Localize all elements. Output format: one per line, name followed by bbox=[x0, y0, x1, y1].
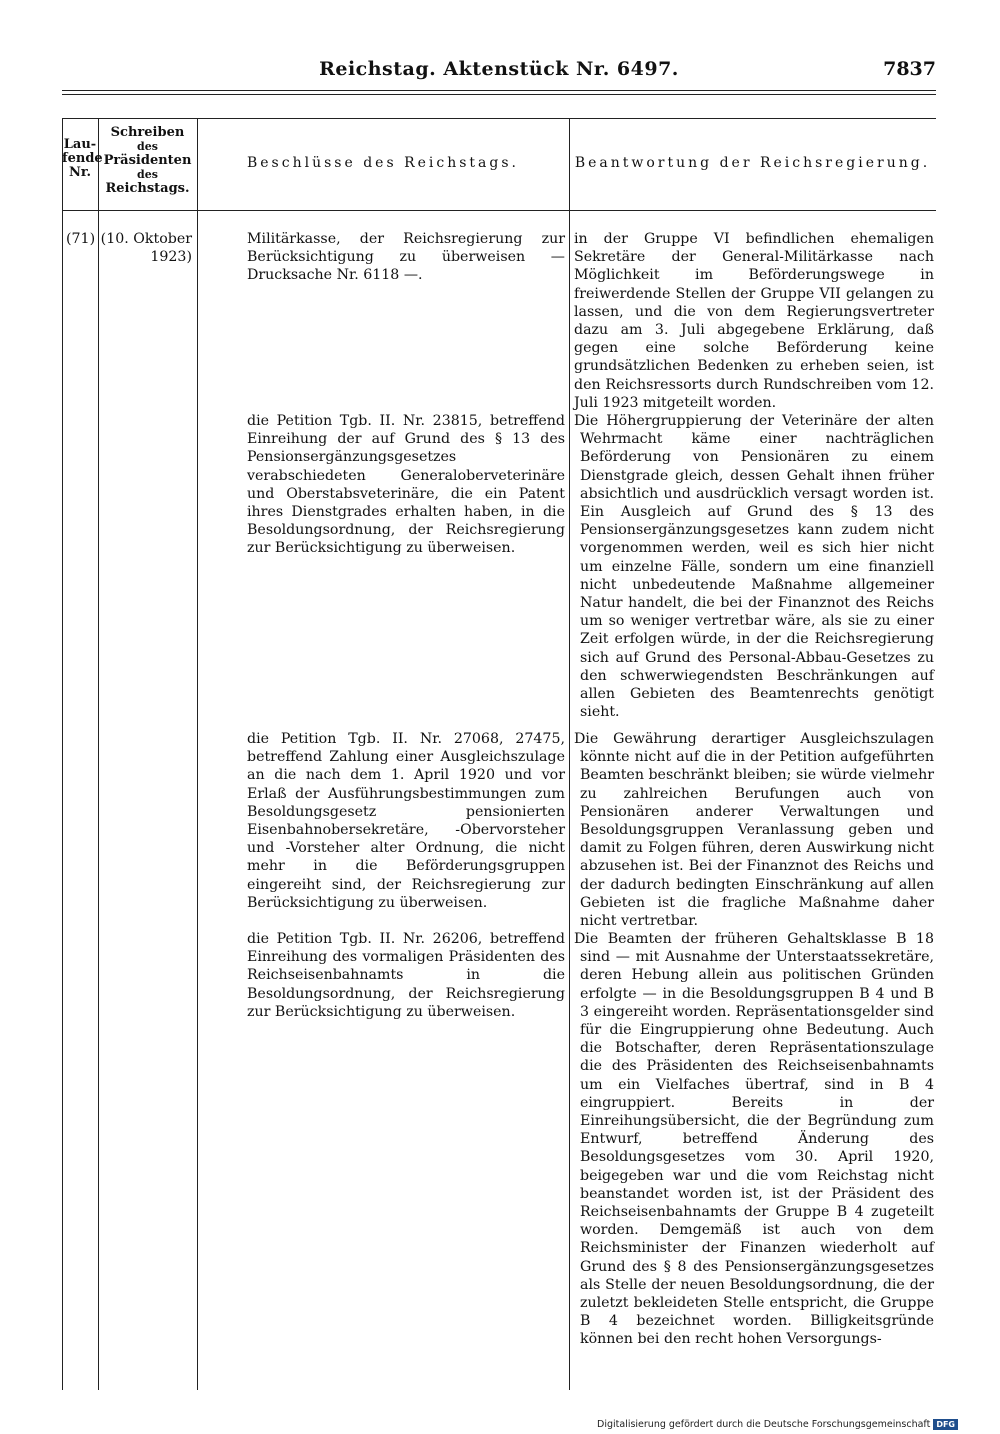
table-header-rule bbox=[62, 210, 936, 211]
header-line: Reichstags. bbox=[105, 181, 190, 196]
header-title: Reichstag. Aktenstück Nr. 6497. bbox=[319, 58, 679, 80]
column-line bbox=[197, 118, 198, 1390]
resolution-text: die Petition Tgb. II. Nr. 26206, betreffend Einreihung des vormaligen Präsidenten des Reichseisenbahnamts in die Besoldungsordnung, der Reichsregierung zur Berücksichtigung zu überweisen. bbox=[247, 931, 565, 1020]
answer-text: Die Beamten der früheren Gehaltsklasse B 18 sind — mit Ausnahme der Unterstaatssekretäre, deren Hebung allein aus politischen Gründen erfolgte — in die Besoldungsgruppen B 4 und B 3 eingereiht worden. Repräsentationsgelder sind für die Eingruppierung ohne Bedeutung. Auch die Botschafter, deren Repräsentationszulage die des Präsidenten des Reichseisenbahnamts um ein Vielfaches übertraf, sind in B 4 eingruppiert. Bereits in der Einreihungsübersicht, die der Begründung zum Entwurf, betreffend Änderung des Besoldungsgesetzes vom 30. April 1920, beigegeben war und die vom Reichstag nicht beanstandet worden ist, ist der Präsident des Reichseisenbahnamts der Gruppe B 4 zugeteilt worden. Demgemäß ist auch von dem Reichsminister der Finanzen wiederholt auf Grund des § 8 des Pensionsergänzungsgesetzes als Stelle der neuen Besoldungsordnung, die der zuletzt bekleideten Stelle entspricht, die Gruppe B 4 bezeichnet worden. Billigkeitsgründe können bei den recht hohen Versorgungs- bbox=[574, 931, 934, 1348]
answer-text: Die Höhergruppierung der Veterinäre der alten Wehrmacht käme einer nachträglichen Beförderung von Pensionären zu einem Dienstgrade gleich, dessen Gehalt ihnen früher absichtlich und ausdrücklich versagt worden ist. Ein Ausgleich auf Grund des § 13 des Pensionsergänzungsgesetzes kann zudem nicht vorgenommen werden, weil es sich hier nicht um einzelne Fälle, sondern um eine finanziell nicht unbedeutende Maßnahme allgemeiner Natur handelt, die bei der Finanznot des Reichs um so weniger vertretbar wäre, als sie zu einer Zeit erfolgen würde, in der die Reichsregierung sich auf Grund des Personal-Abbau-Gesetzes zu den schwerwiegendsten Beschränkungen auf allen Gebieten des Beamtenrechts genötigt sieht. bbox=[574, 413, 934, 721]
column-line bbox=[98, 118, 99, 1390]
dfg-logo: DFG bbox=[933, 1419, 958, 1430]
header-line: fende bbox=[62, 151, 103, 166]
header-line: Lau- bbox=[63, 137, 97, 152]
header-line: Präsidenten bbox=[103, 153, 192, 168]
column-header-beantwortung: Beantwortung der Reichsregierung. bbox=[574, 155, 931, 171]
header-line: Schreiben bbox=[110, 125, 185, 140]
row-date-line: (10. Oktober bbox=[100, 231, 192, 247]
table-top-rule bbox=[62, 118, 936, 119]
answer-text: in der Gruppe VI befindlichen ehemaligen Sekretäre der General-Militärkasse nach Möglichkeit im Beförderungswege in freiwerdende Stellen der Gruppe VII gelangen zu lassen, und die von dem Regierungsvertreter dazu am 3. Juli abgegebene Erklärung, daß gegen eine solche Beförderung keine grundsätzlichen Bedenken zu erheben seien, ist den Reichsressorts durch Rundschreiben vom 12. Juli 1923 mitgeteilt worden. bbox=[574, 231, 934, 411]
resolution-text: Militärkasse, der Reichsregierung zur Berücksichtigung zu überweisen — Drucksache Nr. 6118 —. bbox=[247, 231, 565, 284]
digitization-footer bbox=[597, 1419, 958, 1430]
page-number: 7837 bbox=[883, 58, 936, 80]
header-rule-bottom bbox=[62, 94, 936, 95]
column-header-laufende-nr bbox=[62, 137, 103, 180]
column-line bbox=[569, 118, 570, 1390]
row-date bbox=[100, 230, 192, 266]
header-line: Nr. bbox=[68, 165, 92, 180]
column-line bbox=[62, 118, 63, 1390]
answer-text: Die Gewährung derartiger Ausgleichszulagen könnte nicht auf die in der Petition aufgeführten Beamten beschränkt bleiben; sie würde vielmehr zu zahlreichen Berufungen auch von Pensionären anderer Verwaltungen und Besoldungsgruppen Veranlassung geben und damit zu Folgen führen, deren Auswirkung nicht abzusehen ist. Bei der Finanznot des Reichs und der dadurch bedingten Einschränkung auf allen Gebieten ist die fragliche Maßnahme daher nicht vertretbar. bbox=[574, 731, 934, 930]
row-date-line: 1923) bbox=[150, 249, 192, 266]
column-header-beschluesse: Beschlüsse des Reichstags. bbox=[246, 155, 519, 171]
header-line: des bbox=[137, 168, 158, 181]
resolution-text: die Petition Tgb. II. Nr. 23815, betreffend Einreihung der auf Grund des § 13 des Pensionsergänzungsgesetzes verabschiedeten Generaloberveterinäre und Oberstabsveterinäre, die ein Patent ihres Dienstgrades erhalten haben, in die Besoldungsordnung, der Reichsregierung zur Berücksichtigung zu überweisen. bbox=[247, 413, 565, 557]
decision-table bbox=[62, 118, 936, 1390]
row-number: (71) bbox=[66, 231, 96, 247]
page-header bbox=[62, 58, 936, 88]
footer-text: Digitalisierung gefördert durch die Deutsche Forschungsgemeinschaft bbox=[597, 1419, 931, 1430]
header-line: des bbox=[137, 140, 158, 153]
header-rule-top bbox=[62, 90, 936, 91]
resolution-text: die Petition Tgb. II. Nr. 27068, 27475, betreffend Zahlung einer Ausgleichszulage an die nach dem 1. April 1920 und vor Erlaß der Ausführungsbestimmungen zum Besoldungsgesetz pensionierten Eisenbahnobersekretäre, -Obervorsteher und -Vorsteher alter Ordnung, die nicht mehr in die Beförderungsgruppen eingereiht sind, der Reichsregierung zur Berücksichtigung zu überweisen. bbox=[247, 731, 565, 911]
column-header-schreiben bbox=[98, 126, 197, 196]
